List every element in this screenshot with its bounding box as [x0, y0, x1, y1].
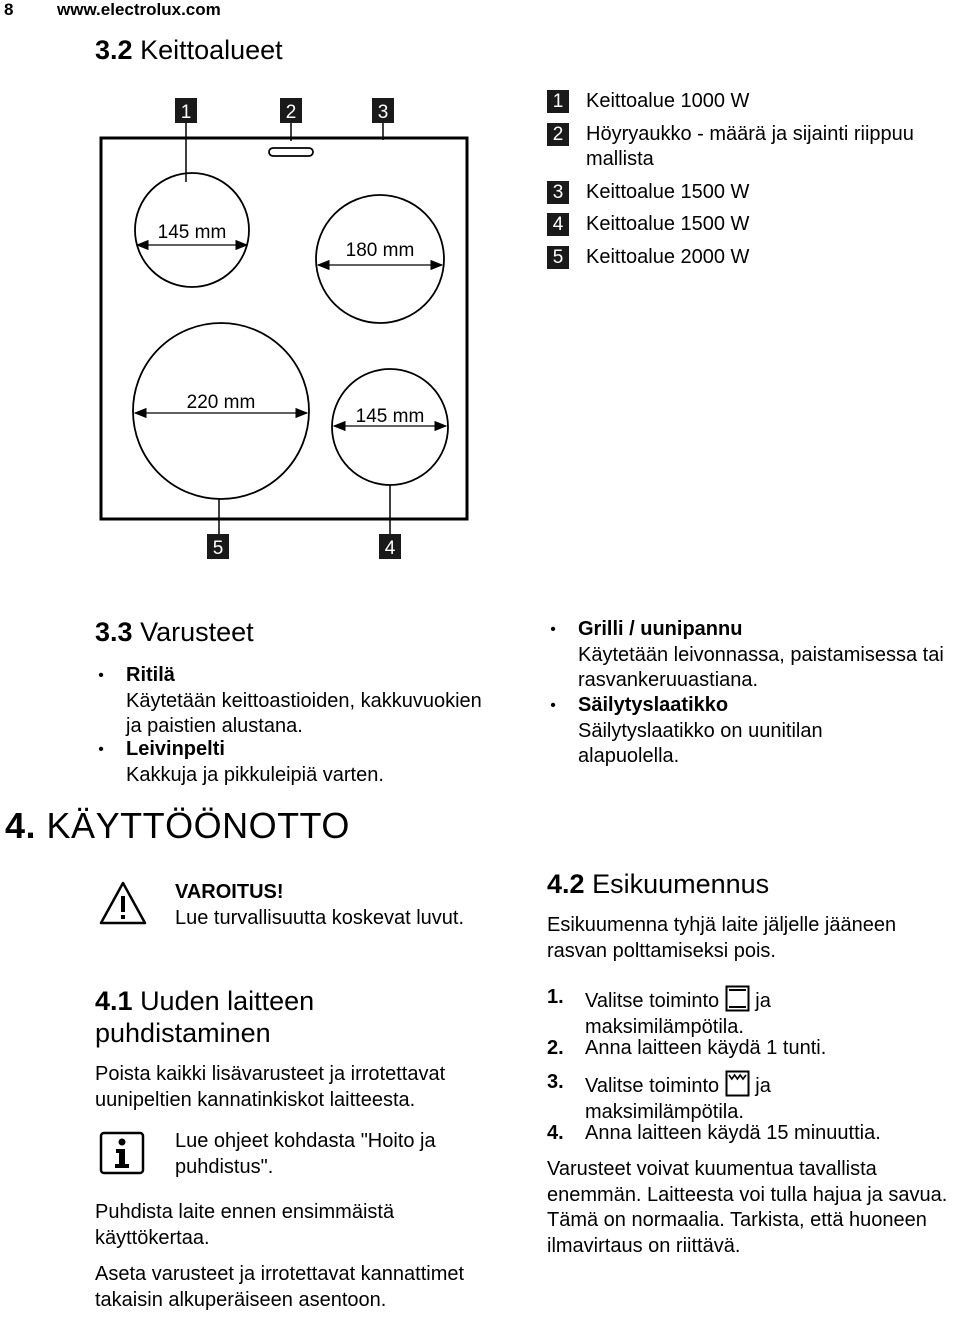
- step-text: ja: [755, 1075, 771, 1097]
- chapter-number: 4.: [5, 805, 37, 846]
- paragraph: Aseta varusteet ja irrotettavat kannattimet takaisin alkuperäiseen asentoon.: [95, 1263, 465, 1311]
- accessory-name: Ritilä: [126, 664, 175, 686]
- step-text: ja: [755, 990, 771, 1012]
- section-title: Varusteet: [140, 617, 254, 647]
- step-text: Valitse toiminto: [585, 990, 720, 1012]
- section-number: 3.3: [95, 617, 133, 647]
- svg-text:3: 3: [377, 102, 389, 123]
- warning-icon: [98, 880, 148, 926]
- section-3-3-heading: [95, 616, 254, 648]
- accessory-item: • Grilli / uunipannu Käytetään leivonnassa, paistamisessa tai rasvankeruuastiana.: [547, 617, 960, 694]
- step-item: [547, 1070, 947, 1125]
- zone-badge-3: [372, 98, 394, 123]
- vapour-outlet-icon: [269, 148, 313, 156]
- step-text: maksimilämpötila.: [585, 1100, 744, 1123]
- accessory-item: • Säilytyslaatikko Säilytyslaatikko on uunitilan alapuolella.: [547, 693, 960, 770]
- grill-icon: [725, 1070, 750, 1097]
- accessory-desc: Käytetään keittoastioiden, kakkuvuokien ja paistien alustana.: [126, 689, 482, 737]
- accessory-name: Leivinpelti: [126, 738, 225, 760]
- zone-badge-5: [207, 534, 229, 559]
- zone-1-diameter: 145 mm: [157, 222, 227, 243]
- accessory-desc: Kakkuja ja pikkuleipiä varten.: [126, 763, 384, 786]
- svg-text:5: 5: [212, 538, 224, 559]
- zone-3-diameter: 180 mm: [345, 240, 415, 261]
- chapter-title: KÄYTTÖÖNOTTO: [46, 805, 350, 846]
- step-text: Anna laitteen käydä 1 tunti.: [585, 1037, 827, 1059]
- zone-badge-2: [280, 98, 302, 123]
- legend-text: Keittoalue 1000 W: [586, 90, 750, 112]
- top-bottom-heat-icon: [725, 985, 750, 1012]
- section-4-1-heading: [95, 985, 314, 1049]
- legend-badge: 1: [547, 90, 569, 113]
- warning-text: Lue turvallisuutta koskevat luvut.: [175, 906, 465, 929]
- svg-text:2: 2: [285, 102, 297, 123]
- accessory-item: • Leivinpelti Kakkuja ja pikkuleipiä varten.: [95, 737, 495, 788]
- warning-block: [175, 880, 465, 931]
- accessory-name: Säilytyslaatikko: [578, 694, 729, 716]
- step-text: Valitse toiminto: [585, 1075, 720, 1097]
- step-number: 3.: [547, 1071, 564, 1093]
- legend-badge: 2: [547, 123, 569, 146]
- step-number: 4.: [547, 1122, 564, 1144]
- warning-label: VAROITUS!: [175, 881, 284, 903]
- legend-badge: 5: [547, 246, 569, 269]
- section-title: Keittoalueet: [140, 35, 283, 65]
- step-text: maksimilämpötila.: [585, 1015, 744, 1038]
- zone-4-circle: [332, 369, 448, 485]
- section-title: Uuden laitteen: [140, 986, 315, 1016]
- accessory-item: • Ritilä Käytetään keittoastioiden, kakkuvuokien ja paistien alustana.: [95, 663, 495, 740]
- paragraph: Esikuumenna tyhjä laite jäljelle jääneen rasvan polttamiseksi pois.: [547, 914, 897, 962]
- page-number: 8: [4, 0, 14, 19]
- step-item: [547, 1121, 947, 1147]
- legend-badge: 3: [547, 181, 569, 204]
- accessory-desc: Säilytyslaatikko on uunitilan alapuolella.: [578, 719, 823, 767]
- legend-badge: 4: [547, 213, 569, 236]
- step-number: 1.: [547, 986, 564, 1008]
- step-item: [547, 985, 947, 1040]
- svg-text:4: 4: [384, 538, 396, 559]
- zone-4-diameter: 145 mm: [355, 406, 425, 427]
- paragraph: Poista kaikki lisävarusteet ja irrotettavat uunipeltien kannatinkiskot laitteesta.: [95, 1063, 446, 1111]
- info-icon: [99, 1131, 145, 1175]
- legend-text: Keittoalue 1500 W: [586, 181, 750, 203]
- section-4-2-heading: [547, 868, 769, 900]
- zone-badge-1: [175, 98, 197, 123]
- legend-text: Keittoalue 2000 W: [586, 246, 750, 268]
- step-number: 2.: [547, 1037, 564, 1059]
- zone-badge-4: [379, 534, 401, 559]
- section-number: 3.2: [95, 35, 133, 65]
- zone-5-diameter: 220 mm: [186, 392, 256, 413]
- hob-outline: [101, 138, 467, 519]
- chapter-4-heading: [5, 806, 350, 846]
- accessory-desc: Käytetään leivonnassa, paistamisessa tai rasvankeruuastiana.: [578, 643, 944, 691]
- step-text: Anna laitteen käydä 15 minuuttia.: [585, 1122, 881, 1144]
- svg-text:1: 1: [180, 102, 192, 123]
- accessory-name: Grilli / uunipannu: [578, 618, 743, 640]
- paragraph: Varusteet voivat kuumentua tavallista enemmän. Laitteesta voi tulla hajua ja savua. Tämä on normaalia. Tarkista, että huoneen ilmavirtaus on riittävä.: [547, 1158, 948, 1257]
- step-item: [547, 1036, 947, 1062]
- info-note: Lue ohjeet kohdasta "Hoito ja puhdistus".: [175, 1130, 436, 1178]
- site-url: www.electrolux.com: [57, 0, 221, 19]
- paragraph: Puhdista laite ennen ensimmäistä käyttökertaa.: [95, 1201, 395, 1249]
- section-title-line2: puhdistaminen: [95, 1018, 271, 1048]
- section-number: 4.1: [95, 986, 133, 1016]
- section-title: Esikuumennus: [592, 869, 770, 899]
- section-3-2-heading: [95, 34, 283, 66]
- legend-text: Keittoalue 1500 W: [586, 213, 750, 235]
- section-number: 4.2: [547, 869, 585, 899]
- legend-text: Höyryaukko - määrä ja sijainti riippuu mallista: [586, 123, 914, 170]
- cooking-zones-diagram: [95, 95, 475, 565]
